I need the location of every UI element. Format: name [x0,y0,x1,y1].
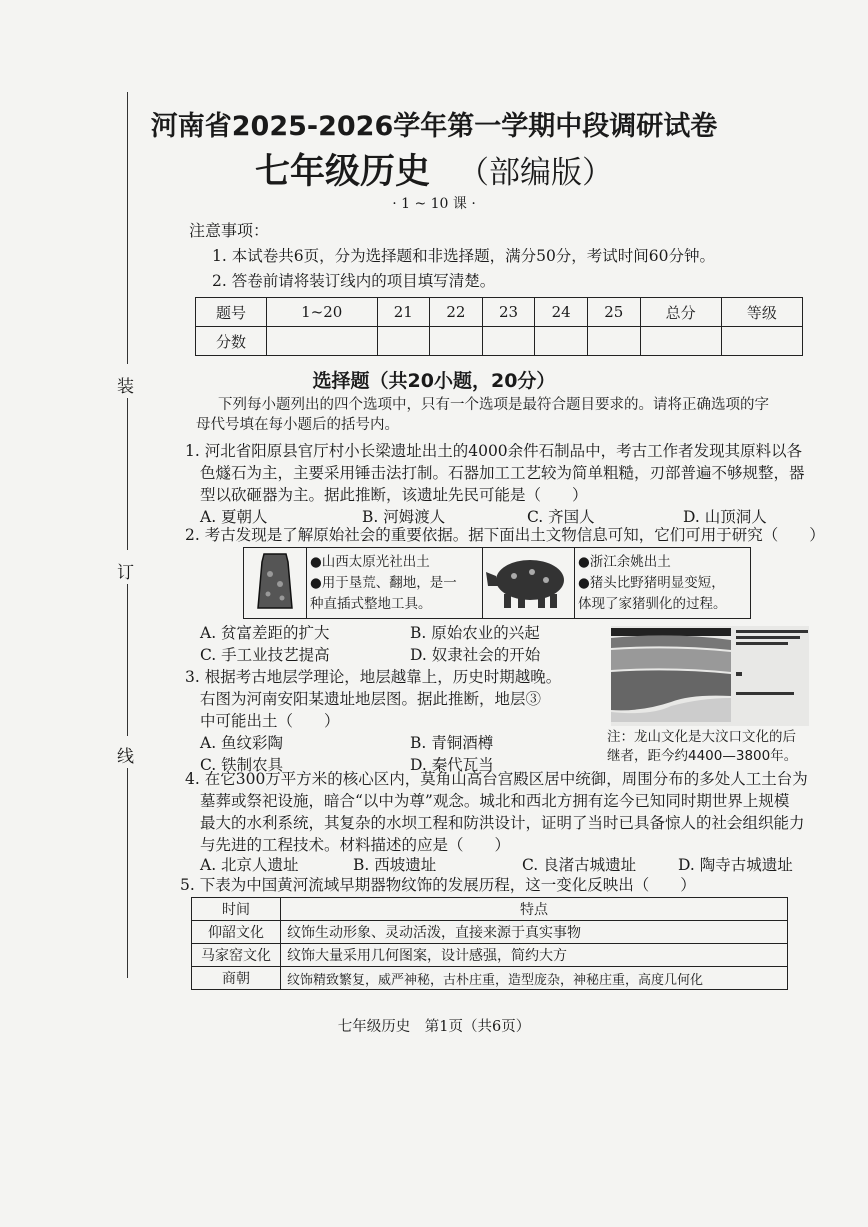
decoration-header-cell: 时间 [192,898,281,921]
artifact-box [243,547,751,619]
score-header-cell: 25 [587,298,640,327]
score-header-cell: 22 [430,298,483,327]
q2-option-c[interactable]: C. 手工业技艺提高 [200,646,330,664]
q1-stem: 色燧石为主，主要采用锤击法打制。石器加工工艺较为简单粗糙，刃部普遍不够规整，器 [200,464,805,482]
figure-note: 注：龙山文化是大汶口文化的后 [607,729,796,745]
q4-stem: 4. 在它300万平方米的核心区内，莫角山高台宫殿区居中统御，周围分布的多处人工土台为 [185,770,808,788]
binding-char-xian: 线 [117,747,134,767]
q2-option-b[interactable]: B. 原始农业的兴起 [410,624,540,642]
notes-item-2: 2. 答卷前请将装订线内的项目填写清楚。 [212,272,496,290]
q1-option-a[interactable]: A. 夏朝人 [200,508,268,526]
q5-stem: 5. 下表为中国黄河流域早期器物纹饰的发展历程，这一变化反映出（ ） [180,876,696,894]
artifact-left-bullet: ●用于垦荒、翻地，是一 [310,575,457,591]
section-instruction: 母代号填在每小题后的括号内。 [196,417,399,433]
notes-item-1: 1. 本试卷共6页，分为选择题和非选择题，满分50分，考试时间60分钟。 [212,247,716,265]
q2-option-a[interactable]: A. 贫富差距的扩大 [200,624,330,642]
score-cell[interactable] [587,327,640,356]
score-cell[interactable] [721,327,802,356]
period-cell: 马家窑文化 [192,944,281,967]
decoration-header-row [192,898,788,921]
feature-cell: 纹饰精致繁复，威严神秘，古朴庄重，造型庞杂，神秘庄重，高度几何化 [281,967,788,990]
artifact-right-bullet: 体现了家猪驯化的过程。 [578,596,727,612]
q4-stem: 最大的水利系统，其复杂的水坝工程和防洪设计，证明了当时已具备惊人的社会组织能力 [200,814,805,832]
binding-line [127,584,128,736]
q4-option-b[interactable]: B. 西坡遗址 [353,856,437,874]
figure-note: 继者，距今约4400—3800年。 [607,748,798,764]
score-header-cell: 24 [535,298,588,327]
subject-name: 七年级历史 [254,151,430,192]
page-footer: 七年级历史 第1页（共6页） [337,1019,531,1035]
q1-option-d[interactable]: D. 山顶洞人 [683,508,767,526]
lesson-range: · 1 ~ 10 课 · [392,196,476,212]
edition-label: （部编版） [458,155,613,191]
subject-title [0,144,868,194]
artifact-left-bullet: 种直插式整地工具。 [310,596,432,612]
q1-stem: 1. 河北省阳原县官厅村小长梁遗址出土的4000余件石制品中，考古工作者发现其原料以各 [185,442,803,460]
score-header-cell: 等级 [721,298,802,327]
pig-figurine-image [484,550,572,614]
score-cell[interactable] [482,327,535,356]
binding-char-ding: 订 [117,563,134,583]
score-table [195,297,803,356]
artifact-left-bullet: ●山西太原光社出土 [310,554,430,570]
table-row [192,921,788,944]
q3-stem: 右图为河南安阳某遗址地层图。据此推断，地层③ [200,690,542,708]
binding-line [127,398,128,550]
q3-option-d[interactable]: D. 秦代瓦当 [410,756,494,774]
notes-heading: 注意事项： [189,221,270,240]
score-table-header-row [196,298,803,327]
q3-stem: 中可能出土（ ） [200,712,340,730]
score-cell[interactable] [535,327,588,356]
q4-stem: 墓葬或祭祀设施，暗合“以中为尊”观念。城北和西北方拥有迄今已知同时期世界上规模 [200,792,790,810]
feature-cell: 纹饰大量采用几何图案，设计感强，简约大方 [281,944,788,967]
score-cell[interactable] [430,327,483,356]
section-title: 选择题（共20小题，20分） [312,370,556,392]
q1-stem: 型以砍砸器为主。据此推断，该遗址先民可能是（ ） [200,486,588,504]
decoration-header-cell: 特点 [281,898,788,921]
period-cell: 仰韶文化 [192,921,281,944]
q1-option-b[interactable]: B. 河姆渡人 [362,508,446,526]
period-cell: 商朝 [192,967,281,990]
binding-char-zhuang: 装 [117,377,134,397]
q3-option-b[interactable]: B. 青铜酒樽 [410,734,494,752]
q3-option-c[interactable]: C. 铁制农具 [200,756,284,774]
q4-option-c[interactable]: C. 良渚古城遗址 [522,856,637,874]
q3-option-a[interactable]: A. 鱼纹彩陶 [200,734,284,752]
q4-option-a[interactable]: A. 北京人遗址 [200,856,299,874]
q3-stem: 3. 根据考古地层学理论，地层越靠上，历史时期越晚。 [185,668,562,686]
score-header-cell: 21 [377,298,430,327]
decoration-table [191,897,788,990]
table-row [192,967,788,990]
artifact-divider [306,548,307,618]
binding-line [127,768,128,978]
q2-option-d[interactable]: D. 奴隶社会的开始 [410,646,541,664]
stratigraphy-figure [611,626,809,726]
artifact-divider [574,548,575,618]
q4-stem: 与先进的工程技术。材料描述的应是（ ） [200,836,511,854]
q4-option-d[interactable]: D. 陶寺古城遗址 [678,856,793,874]
q1-option-c[interactable]: C. 齐国人 [527,508,595,526]
artifact-right-bullet: ●浙江余姚出土 [578,554,671,570]
stone-spade-image [256,550,294,614]
score-header-cell: 23 [482,298,535,327]
score-cell[interactable] [640,327,721,356]
q2-stem: 2. 考古发现是了解原始社会的重要依据。据下面出土文物信息可知，它们可用于研究（ ） [185,526,825,544]
score-cell[interactable] [377,327,430,356]
artifact-divider [482,548,483,618]
score-table-row [196,327,803,356]
section-instruction: 下列每小题列出的四个选项中，只有一个选项是最符合题目要求的。请将正确选项的字 [218,397,769,413]
feature-cell: 纹饰生动形象、灵动活泼，直接来源于真实事物 [281,921,788,944]
score-header-cell: 1~20 [267,298,378,327]
score-cell[interactable] [267,327,378,356]
score-header-cell: 题号 [196,298,267,327]
score-header-cell: 总分 [640,298,721,327]
score-row-label: 分数 [196,327,267,356]
table-row [192,944,788,967]
exam-title: 河南省2025-2026学年第一学期中段调研试卷 [150,111,718,142]
artifact-right-bullet: ●猪头比野猪明显变短， [578,575,725,591]
